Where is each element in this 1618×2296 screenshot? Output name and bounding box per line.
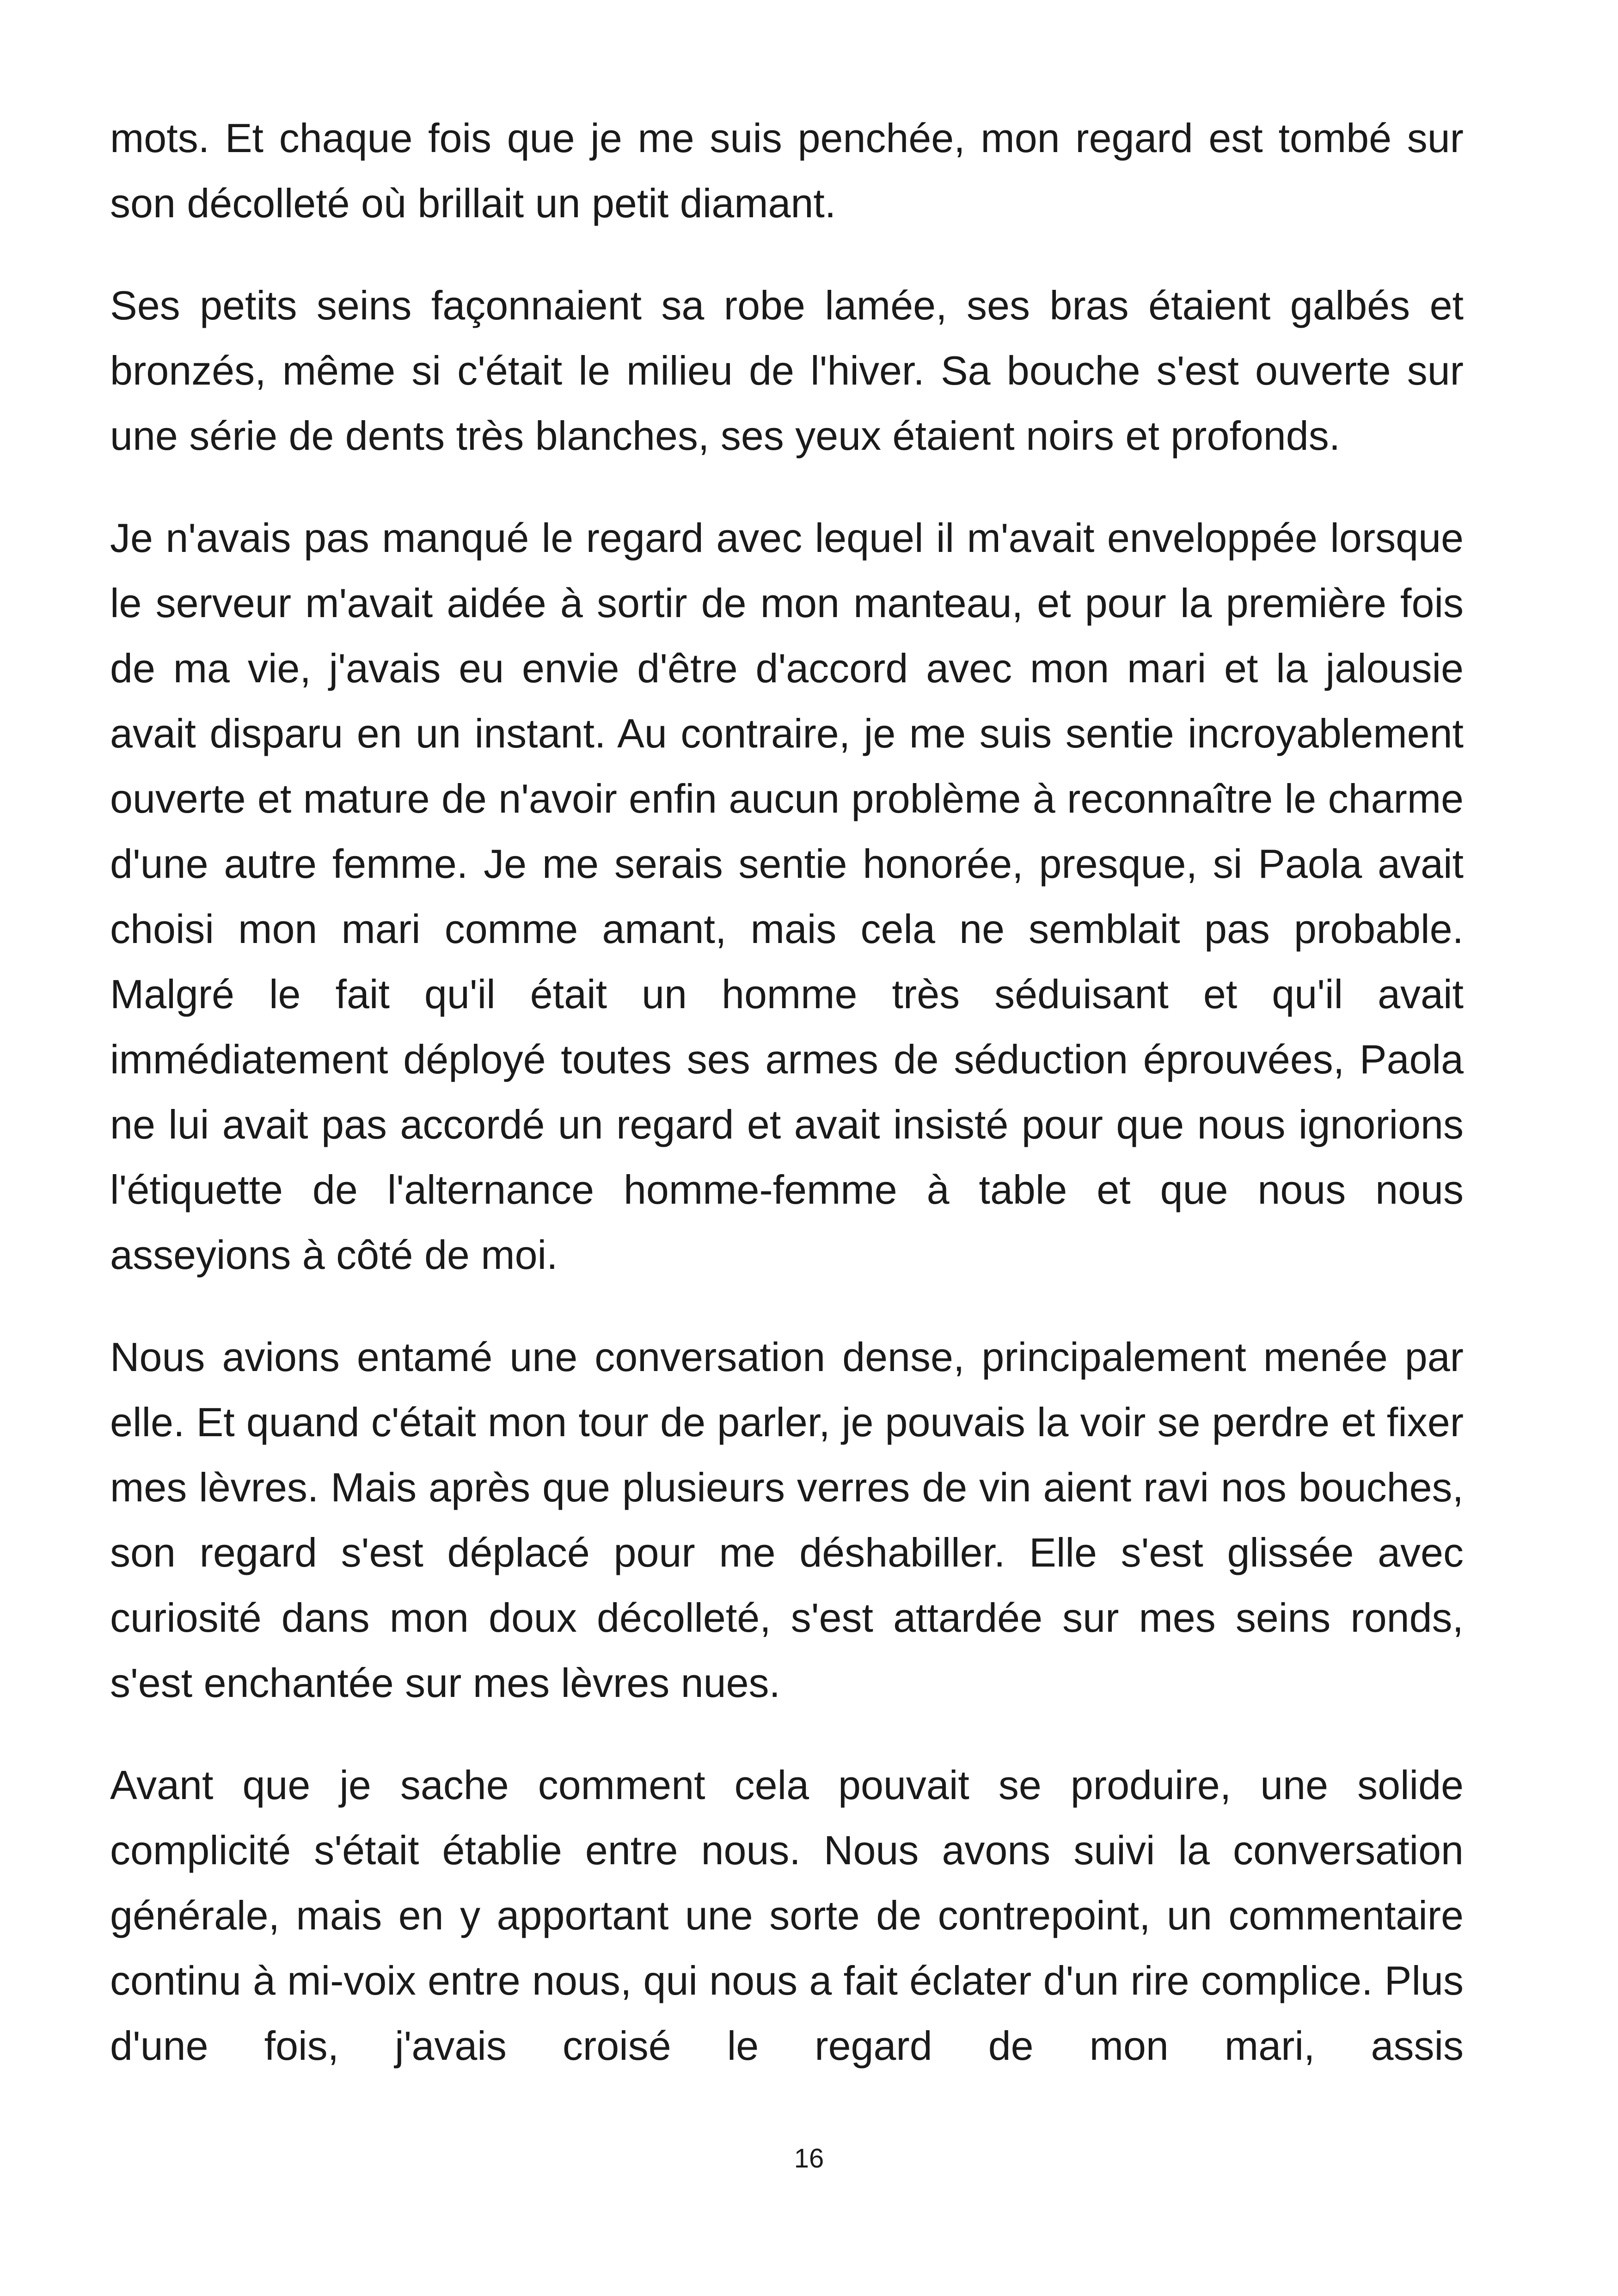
body-text (110, 105, 1464, 2115)
paragraph-5: Avant que je sache comment cela pouvait se produire, une solide complicité s'était établie entre nous. Nous avons suivi la conversation générale, mais en y apportant une sorte de contrepoint, un commentaire continu à mi-voix entre nous, qui nous a fait éclater d'un rire complice. Plus d'une fois, j'avais croisé le regard de mon mari, assis (110, 1762, 1464, 2069)
paragraph-3: Je n'avais pas manqué le regard avec lequel il m'avait enveloppée lorsque le serveur m'avait aidée à sortir de mon manteau, et pour la première fois de ma vie, j'avais eu envie d'être d'accord avec mon mari et la jalousie avait disparu en un instant. Au contraire, je me suis sentie incroyablement ouverte et mature de n'avoir enfin aucun problème à reconnaître le charme d'une autre femme. Je me serais sentie honorée, presque, si Paola avait choisi mon mari comme amant, mais cela ne semblait pas probable. Malgré le fait qu'il était un homme très séduisant et qu'il avait immédiatement déployé toutes ses armes de séduction éprouvées, Paola ne lui avait pas accordé un regard et avait insisté pour que nous ignorions l'étiquette de l'alternance homme-femme à table et que nous nous asseyions à côté de moi. (110, 515, 1464, 1278)
paragraph-2: Ses petits seins façonnaient sa robe lamée, ses bras étaient galbés et bronzés, même si c'était le milieu de l'hiver. Sa bouche s'est ouverte sur une série de dents très blanches, ses yeux étaient noirs et profonds. (110, 282, 1464, 459)
paragraph-1: mots. Et chaque fois que je me suis penchée, mon regard est tombé sur son décolleté où brillait un petit diamant. (110, 115, 1464, 226)
page-number: 16 (794, 2143, 824, 2174)
paragraph-4: Nous avions entamé une conversation dense, principalement menée par elle. Et quand c'était mon tour de parler, je pouvais la voir se perdre et fixer mes lèvres. Mais après que plusieurs verres de vin aient ravi nos bouches, son regard s'est déplacé pour me déshabiller. Elle s'est glissée avec curiosité dans mon doux décolleté, s'est attardée sur mes seins ronds, s'est enchantée sur mes lèvres nues. (110, 1334, 1464, 1706)
